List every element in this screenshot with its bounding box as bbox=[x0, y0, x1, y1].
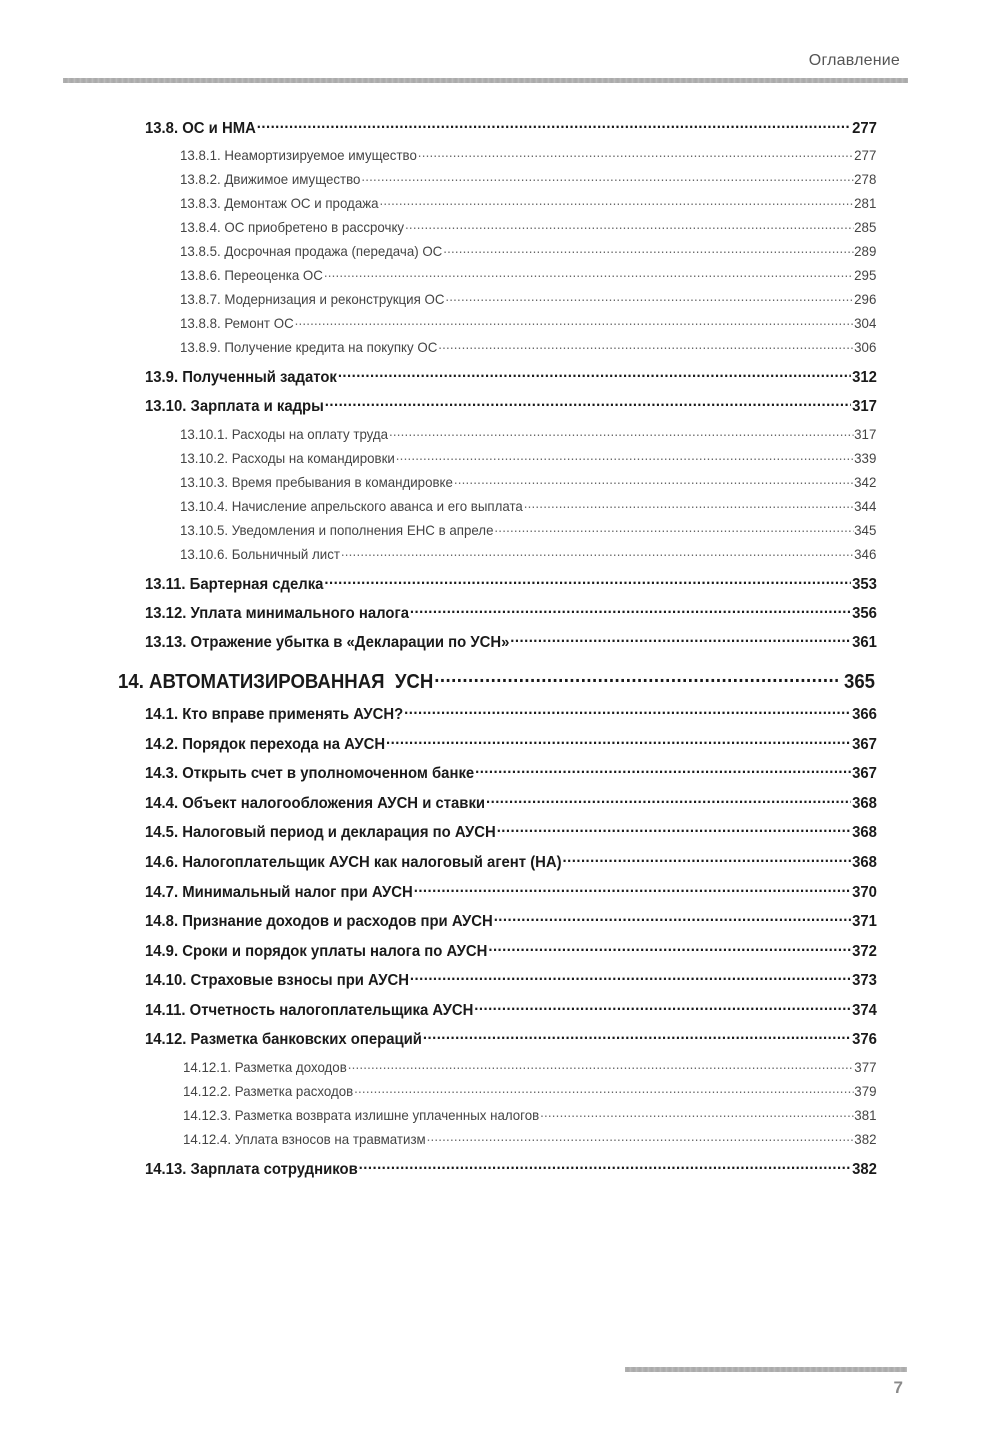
toc-entry-label: 13.10.1. Расходы на оплату труда bbox=[180, 426, 389, 442]
dot-leader bbox=[486, 792, 851, 808]
toc-entry-13-8-9[interactable] bbox=[180, 338, 876, 355]
toc-chapter-page: 365 bbox=[843, 671, 876, 693]
toc-entry-label: 13.8.7. Модернизация и реконструкция ОС bbox=[180, 291, 445, 307]
toc-entry-13-8-4[interactable] bbox=[180, 218, 876, 235]
running-head-title: Оглавление bbox=[808, 52, 900, 69]
dot-leader bbox=[443, 242, 853, 256]
toc-entry-label: 13.8. ОС и НМА bbox=[145, 120, 256, 137]
toc-entry-13-11[interactable] bbox=[145, 573, 877, 594]
toc-entry-label: 13.10.5. Уведомления и пополнения ЕНС в апреле bbox=[180, 522, 494, 538]
toc-entry-14-2[interactable] bbox=[145, 733, 877, 754]
toc-entry-label: 13.8.9. Получение кредита на покупку ОС bbox=[180, 339, 438, 355]
toc-chapter-14[interactable] bbox=[118, 668, 875, 694]
dot-leader bbox=[445, 290, 853, 304]
toc-entry-page: 277 bbox=[854, 147, 877, 163]
toc-entry-page: 371 bbox=[852, 913, 877, 930]
toc-entry-page: 353 bbox=[852, 576, 877, 593]
toc-entry-page: 289 bbox=[854, 243, 877, 259]
toc-entry-label: 14.12.3. Разметка возврата излишне уплаченных налогов bbox=[183, 1107, 540, 1123]
toc-entry-page: 285 bbox=[854, 219, 877, 235]
toc-entry-label: 14.8. Признание доходов и расходов при АУСН bbox=[145, 913, 493, 930]
toc-entry-page: 382 bbox=[852, 1161, 877, 1178]
dot-leader bbox=[361, 170, 853, 184]
dot-leader bbox=[354, 1082, 853, 1096]
toc-entry-label: 14.4. Объект налогообложения АУСН и ставки bbox=[145, 795, 486, 812]
toc-entry-14-11[interactable] bbox=[145, 999, 877, 1020]
toc-entry-label: 14.11. Отчетность налогоплательщика АУСН bbox=[145, 1002, 474, 1019]
header-rule bbox=[63, 78, 908, 83]
dot-leader bbox=[325, 395, 851, 411]
toc-entry-13-8-7[interactable] bbox=[180, 290, 876, 307]
toc-entry-page: 346 bbox=[854, 546, 877, 562]
toc-entry-page: 296 bbox=[854, 291, 877, 307]
toc-entry-page: 277 bbox=[852, 120, 877, 137]
toc-entry-label: 14.12.1. Разметка доходов bbox=[183, 1059, 347, 1075]
dot-leader bbox=[389, 425, 853, 439]
toc-entry-13-10-5[interactable] bbox=[180, 521, 876, 538]
dot-leader bbox=[423, 1028, 851, 1044]
dot-leader bbox=[475, 762, 851, 778]
toc-entry-label: 13.8.4. ОС приобретено в рассрочку bbox=[180, 219, 405, 235]
toc-entry-page: 372 bbox=[852, 943, 877, 960]
toc-entry-label: 13.12. Уплата минимального налога bbox=[145, 605, 409, 622]
toc-entry-label: 13.8.2. Движимое имущество bbox=[180, 171, 361, 187]
toc-entry-14-12-3[interactable] bbox=[183, 1106, 877, 1123]
toc-entry-page: 306 bbox=[854, 339, 877, 355]
dot-leader bbox=[434, 668, 837, 688]
toc-entry-page: 317 bbox=[854, 426, 877, 442]
toc-entry-page: 377 bbox=[854, 1059, 877, 1075]
toc-entry-14-5[interactable] bbox=[145, 821, 877, 842]
dot-leader bbox=[359, 1158, 851, 1174]
toc-entry-page: 381 bbox=[854, 1107, 877, 1123]
toc-entry-13-8-5[interactable] bbox=[180, 242, 876, 259]
toc-entry-label: 14.13. Зарплата сотрудников bbox=[145, 1161, 358, 1178]
toc-entry-page: 278 bbox=[854, 171, 877, 187]
toc-entry-label: 13.8.1. Неамортизируемое имущество bbox=[180, 147, 417, 163]
toc-entry-14-12-4[interactable] bbox=[183, 1130, 877, 1147]
toc-entry-page: 312 bbox=[852, 369, 877, 386]
toc-entry-14-7[interactable] bbox=[145, 881, 877, 902]
toc-entry-label: 14.10. Страховые взносы при АУСН bbox=[145, 972, 409, 989]
toc-entry-14-12[interactable] bbox=[145, 1028, 877, 1049]
toc-entry-label: 13.10.4. Начисление апрельского аванса и его выплата bbox=[180, 498, 523, 514]
toc-entry-page: 368 bbox=[852, 795, 877, 812]
toc-entry-label: 14.1. Кто вправе применять АУСН? bbox=[145, 706, 404, 723]
toc-entry-14-9[interactable] bbox=[145, 940, 877, 961]
toc-entry-label: 13.11. Бартерная сделка bbox=[145, 576, 324, 593]
toc-entry-label: 14.7. Минимальный налог при АУСН bbox=[145, 884, 413, 901]
toc-entry-label: 13.8.6. Переоценка ОС bbox=[180, 267, 323, 283]
toc-entry-page: 374 bbox=[852, 1002, 877, 1019]
toc-entry-page: 376 bbox=[852, 1031, 877, 1048]
toc-entry-label: 14.6. Налогоплательщик АУСН как налоговый агент (НА) bbox=[145, 854, 562, 871]
toc-entry-page: 368 bbox=[852, 824, 877, 841]
dot-leader bbox=[488, 940, 851, 956]
toc-entry-page: 317 bbox=[852, 398, 877, 415]
dot-leader bbox=[257, 117, 851, 133]
toc-entry-13-8-6[interactable] bbox=[180, 266, 876, 283]
dot-leader bbox=[324, 266, 853, 280]
toc-entry-label: 13.8.3. Демонтаж ОС и продажа bbox=[180, 195, 379, 211]
dot-leader bbox=[454, 473, 853, 487]
dot-leader bbox=[418, 146, 853, 160]
toc-entry-page: 295 bbox=[854, 267, 877, 283]
toc-entry-label: 13.10.3. Время пребывания в командировке bbox=[180, 474, 453, 490]
toc-entry-13-13[interactable] bbox=[145, 631, 877, 652]
dot-leader bbox=[414, 881, 851, 897]
toc-entry-page: 368 bbox=[852, 854, 877, 871]
dot-leader bbox=[497, 821, 851, 837]
toc-entry-label: 13.8.8. Ремонт ОС bbox=[180, 315, 294, 331]
toc-entry-13-8-2[interactable] bbox=[180, 170, 876, 187]
dot-leader bbox=[510, 631, 851, 647]
toc-entry-13-9[interactable] bbox=[145, 366, 877, 387]
toc-entry-page: 361 bbox=[852, 634, 877, 651]
toc-entry-page: 373 bbox=[852, 972, 877, 989]
toc-entry-13-10-6[interactable] bbox=[180, 545, 876, 562]
toc-entry-14-12-2[interactable] bbox=[183, 1082, 877, 1099]
toc-entry-label: 14.9. Сроки и порядок уплаты налога по АУСН bbox=[145, 943, 488, 960]
toc-entry-14-6[interactable] bbox=[145, 851, 877, 872]
toc-entry-page: 382 bbox=[854, 1131, 877, 1147]
dot-leader bbox=[379, 194, 853, 208]
toc-entry-13-10-4[interactable] bbox=[180, 497, 876, 514]
dot-leader bbox=[404, 703, 851, 719]
toc-entry-13-8-3[interactable] bbox=[180, 194, 876, 211]
toc-chapter-label: 14. АВТОМАТИЗИРОВАННАЯ УСН bbox=[118, 671, 434, 693]
toc-entry-label: 14.2. Порядок перехода на АУСН bbox=[145, 736, 386, 753]
toc-entry-label: 13.9. Полученный задаток bbox=[145, 369, 337, 386]
toc-entry-page: 367 bbox=[852, 765, 877, 782]
dot-leader bbox=[524, 497, 853, 511]
toc-entry-13-8-8[interactable] bbox=[180, 314, 876, 331]
toc-entry-14-12-1[interactable] bbox=[183, 1058, 877, 1075]
dot-leader bbox=[396, 449, 853, 463]
toc-entry-label: 13.10.2. Расходы на командировки bbox=[180, 450, 395, 466]
toc-entry-14-4[interactable] bbox=[145, 792, 877, 813]
toc-entry-page: 339 bbox=[854, 450, 877, 466]
footer-rule bbox=[625, 1367, 907, 1372]
dot-leader bbox=[341, 545, 853, 559]
dot-leader bbox=[410, 602, 851, 618]
dot-leader bbox=[324, 573, 851, 589]
toc-entry-label: 13.10.6. Больничный лист bbox=[180, 546, 340, 562]
toc-entry-14-3[interactable] bbox=[145, 762, 877, 783]
toc-entry-13-8-1[interactable] bbox=[180, 146, 876, 163]
dot-leader bbox=[338, 366, 851, 382]
toc-entry-13-10[interactable] bbox=[145, 395, 877, 416]
toc-entry-label: 14.5. Налоговый период и декларация по АУСН bbox=[145, 824, 496, 841]
toc-entry-page: 342 bbox=[854, 474, 877, 490]
toc-entry-label: 14.12.4. Уплата взносов на травматизм bbox=[183, 1131, 426, 1147]
toc-entry-label: 14.12. Разметка банковских операций bbox=[145, 1031, 422, 1048]
toc-entry-label: 13.8.5. Досрочная продажа (передача) ОС bbox=[180, 243, 443, 259]
toc-entry-page: 370 bbox=[852, 884, 877, 901]
toc-entry-label: 14.3. Открыть счет в уполномоченном банке bbox=[145, 765, 475, 782]
toc-entry-13-8[interactable] bbox=[145, 117, 877, 138]
dot-leader bbox=[410, 969, 851, 985]
dot-leader bbox=[563, 851, 852, 867]
toc-entry-label: 14.12.2. Разметка расходов bbox=[183, 1083, 354, 1099]
dot-leader bbox=[540, 1106, 853, 1120]
toc-entry-14-10[interactable] bbox=[145, 969, 877, 990]
dot-leader bbox=[295, 314, 854, 328]
toc-entry-page: 356 bbox=[852, 605, 877, 622]
toc-entry-page: 281 bbox=[854, 195, 877, 211]
dot-leader bbox=[494, 521, 853, 535]
toc-entry-14-1[interactable] bbox=[145, 703, 877, 724]
toc-entry-page: 367 bbox=[852, 736, 877, 753]
dot-leader bbox=[474, 999, 851, 1015]
toc-entry-page: 366 bbox=[852, 706, 877, 723]
toc-entry-label: 13.10. Зарплата и кадры bbox=[145, 398, 324, 415]
dot-leader bbox=[386, 733, 851, 749]
page-number: 7 bbox=[893, 1378, 903, 1397]
toc-entry-14-13[interactable] bbox=[145, 1158, 877, 1179]
toc-entry-13-12[interactable] bbox=[145, 602, 877, 623]
dot-leader bbox=[348, 1058, 854, 1072]
toc-entry-page: 304 bbox=[854, 315, 877, 331]
toc-entry-page: 379 bbox=[854, 1083, 877, 1099]
toc-entry-14-8[interactable] bbox=[145, 910, 877, 931]
toc-entry-page: 344 bbox=[854, 498, 877, 514]
dot-leader bbox=[405, 218, 853, 232]
dot-leader bbox=[494, 910, 851, 926]
dot-leader bbox=[427, 1130, 854, 1144]
toc-entry-13-10-2[interactable] bbox=[180, 449, 876, 466]
toc-entry-13-10-3[interactable] bbox=[180, 473, 876, 490]
toc-entry-13-10-1[interactable] bbox=[180, 425, 876, 442]
toc-entry-page: 345 bbox=[854, 522, 877, 538]
toc-entry-label: 13.13. Отражение убытка в «Декларации по УСН» bbox=[145, 634, 510, 651]
dot-leader bbox=[438, 338, 853, 352]
